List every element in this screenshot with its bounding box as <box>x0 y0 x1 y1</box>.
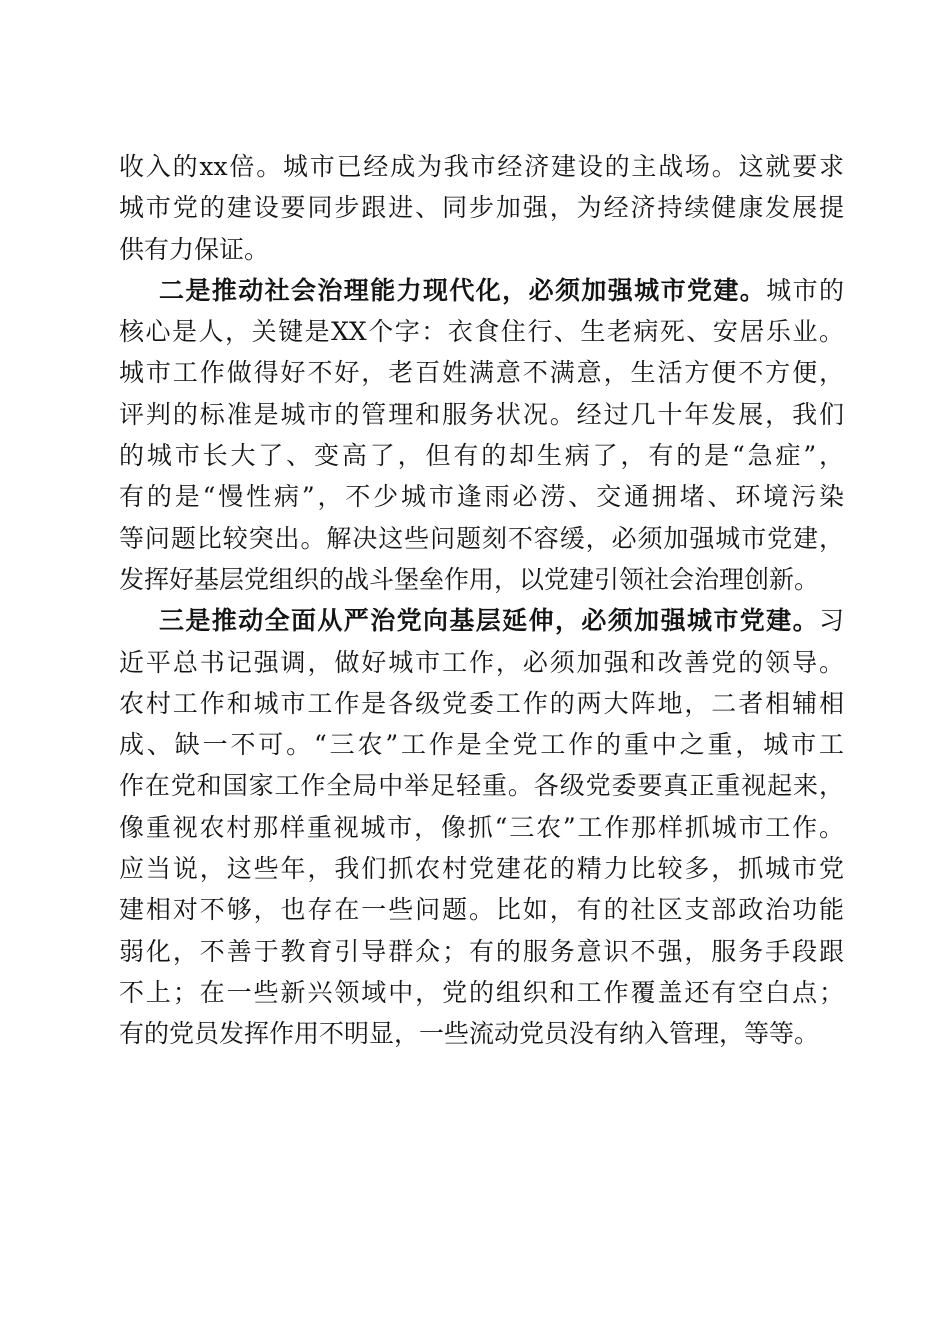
paragraph-line: 收入的xx倍。城市已经成为我市经济建设的主战场。这就要求 <box>119 152 844 181</box>
paragraph-first-line <box>119 600 844 641</box>
paragraph-line: 作在党和国家工作全局中举足轻重。各级党委要真正重视起来， <box>119 771 844 801</box>
paragraph-line: 有的是“慢性病”，不少城市逢雨必涝、交通拥堵、环境污染 <box>119 482 844 512</box>
paragraph-line: 城市党的建设要同步跟进、同步加强，为经济持续健康发展提 <box>119 193 844 223</box>
paragraph-line: 应当说，这些年，我们抓农村党建花的精力比较多，抓城市党 <box>119 854 844 884</box>
paragraph-line: 农村工作和城市工作是各级党委工作的两大阵地，二者相辅相 <box>119 688 844 718</box>
paragraph-line: 有的党员发挥作用不明显，一些流动党员没有纳入管理，等等。 <box>119 1019 820 1049</box>
paragraph-line: 的城市长大了、变高了，但有的却生病了，有的是“急症”， <box>119 441 844 471</box>
paragraph-line: 弱化，不善于教育引导群众；有的服务意识不强，服务手段跟 <box>119 936 844 966</box>
paragraph-2 <box>119 270 844 600</box>
paragraph-line: 等问题比较突出。解决这些问题刻不容缓，必须加强城市党建， <box>119 523 844 553</box>
paragraph-line: 近平总书记强调，做好城市工作，必须加强和改善党的领导。 <box>119 647 844 677</box>
paragraph-3 <box>119 600 844 1054</box>
paragraph-line: 供有力保证。 <box>119 234 270 264</box>
paragraph-text: 城市的 <box>766 275 844 305</box>
paragraph-line: 发挥好基层党组织的战斗堡垒作用，以党建引领社会治理创新。 <box>119 564 820 594</box>
paragraph-text: 习 <box>818 606 844 636</box>
paragraph-line: 不上；在一些新兴领域中，党的组织和工作覆盖还有空白点； <box>119 977 844 1007</box>
paragraph-line: 成、缺一不可。“三农”工作是全党工作的重中之重，城市工 <box>119 730 844 760</box>
paragraph-1 <box>119 146 844 270</box>
paragraph-heading: 三是推动全面从严治党向基层延伸，必须加强城市党建。 <box>159 606 819 636</box>
paragraph-first-line <box>119 270 844 311</box>
paragraph-line: 像重视农村那样重视城市，像抓“三农”工作那样抓城市工作。 <box>119 812 844 842</box>
paragraph-line: 建相对不够，也存在一些问题。比如，有的社区支部政治功能 <box>119 895 844 925</box>
paragraph-line: 评判的标准是城市的管理和服务状况。经过几十年发展，我们 <box>119 399 844 429</box>
paragraph-heading: 二是推动社会治理能力现代化，必须加强城市党建。 <box>159 275 767 305</box>
paragraph-line: 城市工作做得好不好，老百姓满意不满意，生活方便不方便， <box>119 358 844 388</box>
paragraph-line: 核心是人，关键是XX个字：衣食住行、生老病死、安居乐业。 <box>119 317 844 347</box>
document-body <box>119 146 844 1055</box>
